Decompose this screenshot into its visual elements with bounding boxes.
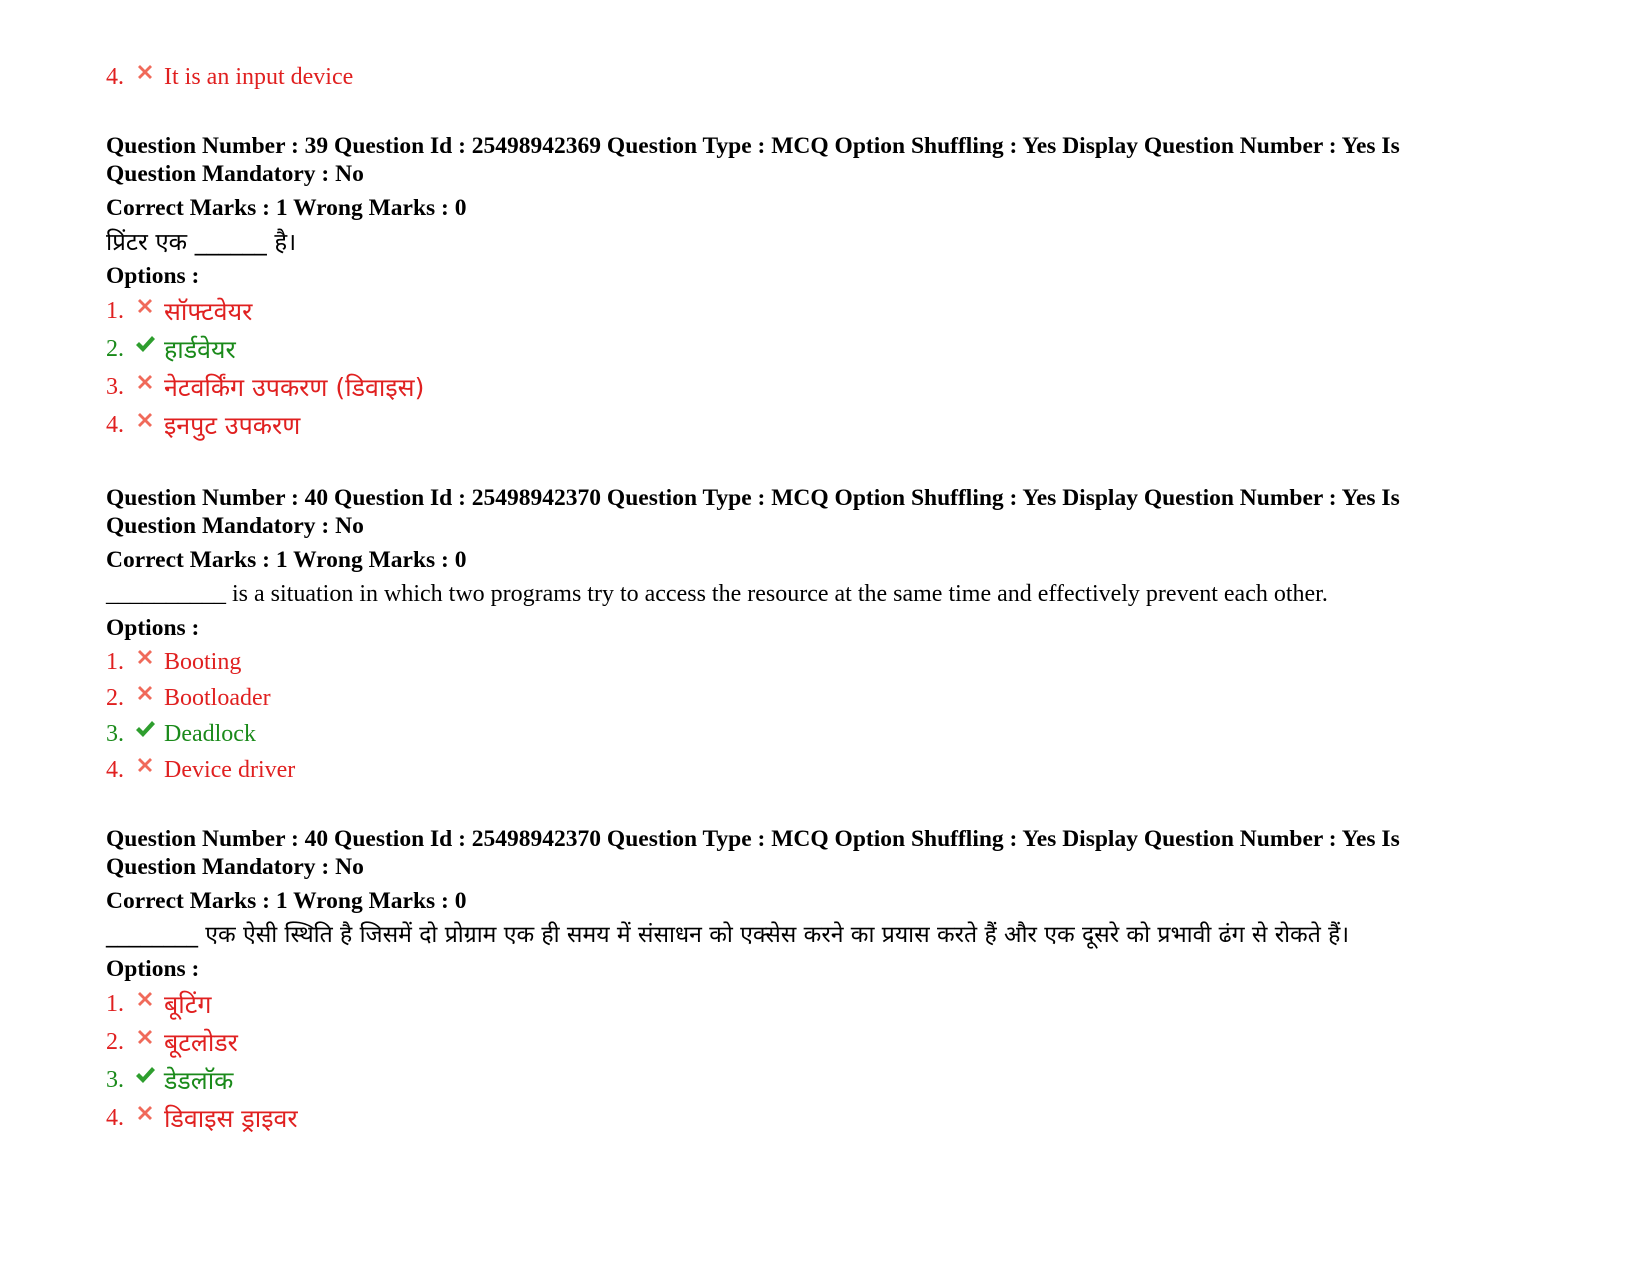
option-row: [106, 985, 1526, 1023]
option-number: 3.: [106, 1066, 124, 1093]
cross-icon: [134, 646, 156, 668]
question-meta-line: Question Number : 40 Question Id : 25498942370 Question Type : MCQ Option Shuffling : Yes Display Question Number : Yes Is: [106, 826, 1400, 852]
option-text: Device driver: [164, 756, 296, 783]
question-text: प्रिंटर एक ______ है।: [106, 228, 297, 256]
option-row: [106, 1099, 1526, 1137]
question-block-40-hi: [106, 825, 1526, 1137]
option-number: 4.: [106, 1104, 124, 1131]
option-text: Bootloader: [164, 684, 271, 711]
option-text: बूटिंग: [164, 990, 212, 1019]
question-meta-line: Question Mandatory : No: [106, 513, 364, 539]
question-marks: Correct Marks : 1 Wrong Marks : 0: [106, 547, 467, 573]
option-row: [106, 644, 1526, 680]
option-row: [106, 716, 1526, 752]
check-icon: [134, 333, 156, 355]
option-row: [106, 330, 1526, 368]
option-text: इनपुट उपकरण: [164, 411, 301, 440]
option-number: 4.: [106, 411, 124, 438]
question-meta-line: Question Mandatory : No: [106, 854, 364, 880]
option-text: बूटलोडर: [164, 1028, 238, 1057]
option-row: [106, 752, 1526, 788]
option-row: [106, 680, 1526, 716]
option-number: 4.: [106, 63, 124, 90]
question-meta-line: Question Number : 40 Question Id : 25498942370 Question Type : MCQ Option Shuffling : Yes Display Question Number : Yes Is: [106, 485, 1400, 511]
option-number: 2.: [106, 684, 124, 711]
question-text: __________ is a situation in which two programs try to access the resource at the same time and effectively prevent each other.: [106, 581, 1328, 607]
option-number: 3.: [106, 720, 124, 747]
option-text: हार्डवेयर: [164, 335, 236, 364]
cross-icon: [134, 61, 156, 83]
option-row: [106, 1023, 1526, 1061]
option-text: It is an input device: [164, 63, 354, 90]
cross-icon: [134, 988, 156, 1010]
option-number: 1.: [106, 990, 124, 1017]
cross-icon: [134, 371, 156, 393]
option-text: Deadlock: [164, 720, 256, 747]
options-label: Options :: [106, 263, 200, 289]
question-block-40-en: [106, 484, 1526, 788]
check-icon: [134, 718, 156, 740]
option-number: 2.: [106, 1028, 124, 1055]
option-text: डिवाइस ड्राइवर: [164, 1104, 298, 1133]
check-icon: [134, 1064, 156, 1086]
option-text: डेडलॉक: [164, 1066, 234, 1095]
option-number: 2.: [106, 335, 124, 362]
option-number: 3.: [106, 373, 124, 400]
question-block-39: [106, 132, 1526, 444]
option-number: 4.: [106, 756, 124, 783]
option-number: 1.: [106, 297, 124, 324]
question-marks: Correct Marks : 1 Wrong Marks : 0: [106, 888, 467, 914]
cross-icon: [134, 1102, 156, 1124]
prev-option-row: [106, 58, 353, 96]
question-meta-line: Question Mandatory : No: [106, 161, 364, 187]
options-label: Options :: [106, 615, 200, 641]
option-number: 1.: [106, 648, 124, 675]
option-row: [106, 292, 1526, 330]
cross-icon: [134, 295, 156, 317]
cross-icon: [134, 1026, 156, 1048]
cross-icon: [134, 682, 156, 704]
option-row: [106, 406, 1526, 444]
cross-icon: [134, 754, 156, 776]
question-text: ________ एक ऐसी स्थिति है जिसमें दो प्रोग्राम एक ही समय में संसाधन को एक्सेस करने का प्रयास करते हैं और एक दूसरे को प्रभावी ढंग से रोकते हैं।: [106, 922, 1350, 948]
question-meta-line: Question Number : 39 Question Id : 25498942369 Question Type : MCQ Option Shuffling : Yes Display Question Number : Yes Is: [106, 133, 1400, 159]
question-marks: Correct Marks : 1 Wrong Marks : 0: [106, 195, 467, 221]
option-text: नेटवर्किंग उपकरण (डिवाइस): [164, 373, 425, 402]
cross-icon: [134, 409, 156, 431]
option-text: सॉफ्टवेयर: [164, 297, 253, 326]
options-label: Options :: [106, 956, 200, 982]
option-row: [106, 368, 1526, 406]
option-row: [106, 1061, 1526, 1099]
option-text: Booting: [164, 648, 242, 675]
